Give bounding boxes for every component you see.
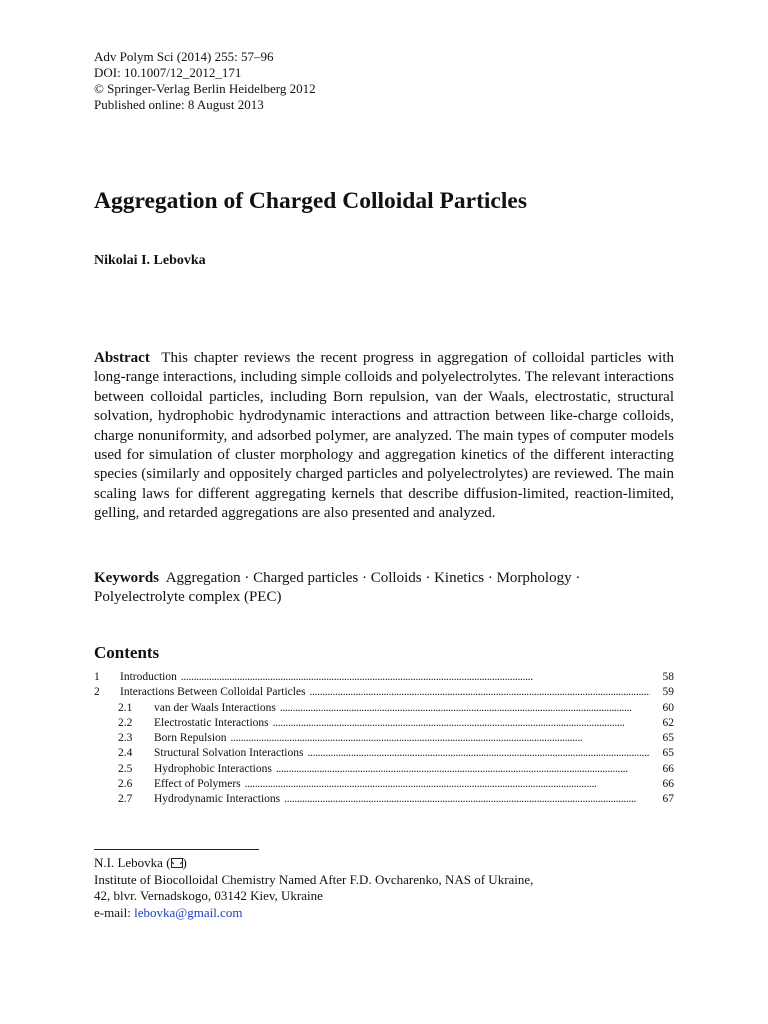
toc-page: 65	[662, 732, 674, 745]
toc-title: Structural Solvation Interactions	[154, 747, 304, 760]
toc-leader-dots	[231, 732, 650, 744]
paper-title: Aggregation of Charged Colloidal Particles	[94, 188, 527, 214]
toc-entry-interactions[interactable]	[94, 686, 674, 701]
publication-header	[94, 49, 316, 113]
toc-entry-hydrophobic[interactable]	[94, 763, 674, 778]
toc-leader-dots	[276, 763, 650, 775]
toc-page: 59	[662, 686, 674, 699]
toc-entry-polymers[interactable]	[94, 778, 674, 793]
toc-title: Born Repulsion	[154, 732, 227, 745]
affiliation-line-2: 42, blvr. Vernadskogo, 03142 Kiev, Ukraine	[94, 888, 323, 903]
toc-entry-hydrodynamic[interactable]	[94, 793, 674, 808]
journal-citation: Adv Polym Sci (2014) 255: 57–96	[94, 49, 274, 64]
toc-title: Introduction	[120, 671, 177, 683]
toc-number: 2.6	[118, 778, 133, 791]
toc-number: 2.1	[118, 701, 133, 714]
email-label: e-mail:	[94, 904, 135, 920]
table-of-contents	[94, 671, 674, 809]
author-affiliation-footnote	[94, 855, 533, 921]
toc-title: Interactions Between Colloidal Particles	[120, 686, 306, 699]
toc-page: 66	[662, 762, 674, 775]
toc-entry-structural-solvation[interactable]	[94, 747, 674, 762]
affiliation-line-1: Institute of Biocolloidal Chemistry Named After F.D. Ovcharenko, NAS of Ukraine,	[94, 871, 534, 887]
toc-leader-dots	[307, 747, 650, 759]
toc-leader-dots	[273, 717, 650, 729]
toc-leader-dots	[284, 793, 650, 805]
toc-title: Electrostatic Interactions	[154, 716, 269, 729]
toc-entry-introduction[interactable]	[94, 671, 674, 686]
toc-page: 65	[662, 747, 674, 760]
abstract	[94, 349, 674, 524]
toc-page: 60	[662, 701, 674, 714]
toc-title: van der Waals Interactions	[154, 701, 276, 714]
toc-page: 66	[662, 778, 674, 791]
toc-leader-dots	[245, 778, 650, 790]
toc-leader-dots	[181, 671, 650, 683]
toc-entry-electrostatic[interactable]	[94, 717, 674, 732]
doi[interactable]: DOI: 10.1007/12_2012_171	[94, 65, 242, 80]
toc-page: 67	[662, 793, 674, 806]
email-line	[94, 905, 533, 922]
toc-number: 2.4	[118, 747, 133, 760]
corresponding-author	[94, 855, 533, 872]
toc-page: 62	[662, 716, 674, 729]
copyright: © Springer-Verlag Berlin Heidelberg 2012	[94, 81, 316, 96]
toc-number: 2	[94, 686, 100, 699]
author-name: Nikolai I. Lebovka	[94, 253, 206, 268]
keywords-label: Keywords	[94, 570, 159, 586]
toc-number: 1	[94, 671, 100, 683]
keywords	[94, 569, 674, 608]
toc-number: 2.7	[118, 793, 133, 806]
toc-entry-van-der-waals[interactable]	[94, 702, 674, 717]
toc-title: Effect of Polymers	[154, 778, 241, 791]
toc-number: 2.2	[118, 716, 133, 729]
contents-heading: Contents	[94, 643, 160, 662]
footnote-divider	[94, 849, 259, 850]
toc-number: 2.5	[118, 762, 133, 775]
published-date: Published online: 8 August 2013	[94, 97, 264, 112]
toc-number: 2.3	[118, 732, 133, 745]
toc-title: Hydrophobic Interactions	[154, 762, 272, 775]
abstract-label: Abstract	[94, 350, 150, 366]
envelope-icon	[171, 858, 183, 868]
footnote-author-close: )	[182, 855, 187, 870]
abstract-text: This chapter reviews the recent progress in aggregation of colloidal particles with long-range interactions, including simple colloids and polyelectrolytes. The relevant interactions between colloidal particles, including Born repulsion, van der Waals, electrostatic, structural solvation, hydrophobic hydrodynamic interactions and attraction between like-charge colloids, charge nonuniformity, and adsorbed polymer, are analyzed. The main types of computer models used for simulation of cluster morphology and aggregation kinetics of the different interacting species (similarly and oppositely charged particles and polyelectrolytes) are reviewed. The main scaling laws for different aggregating kernels that describe diffusion-limited, reaction-limited, gelling, and retarded aggregations are also presented and analyzed.	[94, 350, 674, 522]
toc-title: Hydrodynamic Interactions	[154, 793, 281, 806]
email-link[interactable]: lebovka@gmail.com	[134, 904, 243, 920]
toc-page: 58	[662, 671, 674, 683]
toc-entry-born-repulsion[interactable]	[94, 732, 674, 747]
toc-leader-dots	[310, 686, 650, 698]
footnote-author-name: N.I. Lebovka (	[94, 855, 171, 870]
keywords-text: Aggregation · Charged particles · Colloids · Kinetics · Morphology · Polyelectrolyte complex (PEC)	[94, 570, 581, 606]
toc-leader-dots	[280, 702, 650, 714]
